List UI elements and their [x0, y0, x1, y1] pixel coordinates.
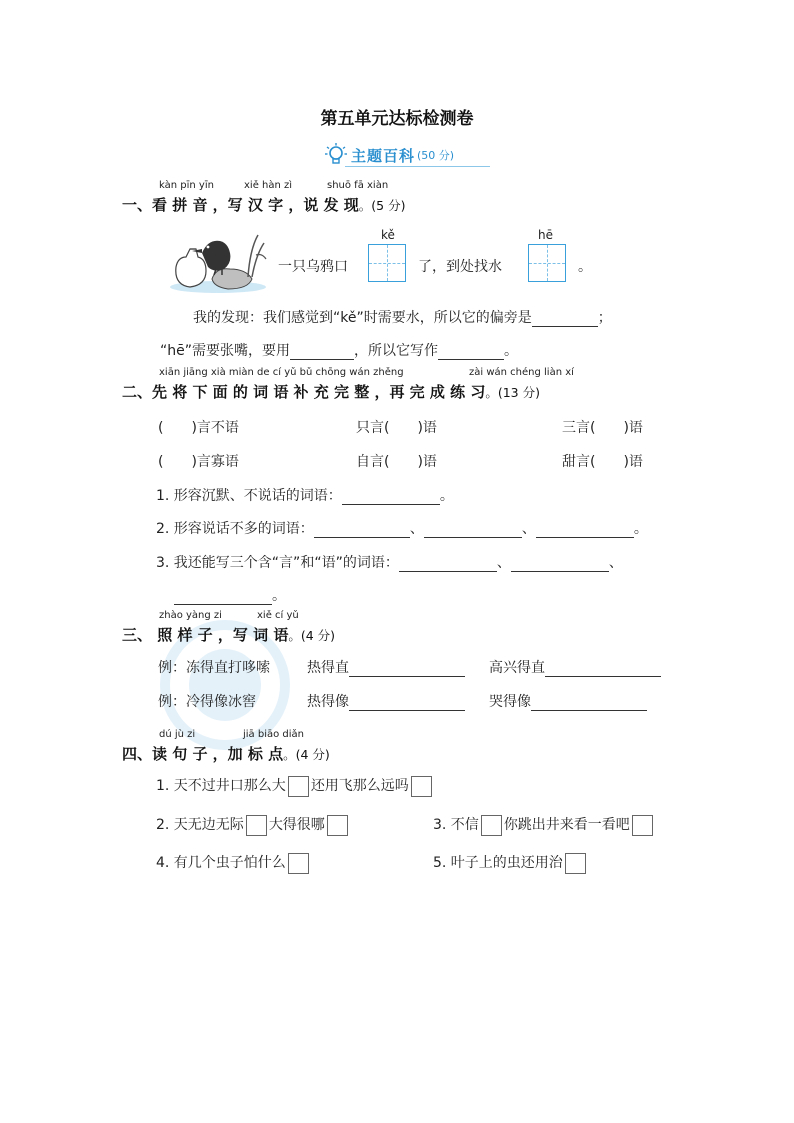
q3-blank-1[interactable]: [399, 557, 497, 572]
s2-question-3-cont: 。: [174, 585, 286, 605]
s2-question-2: 2. 形容说话不多的词语： 、 、 。: [156, 521, 648, 537]
s1-pinyin-3: shuō fā xiàn: [327, 180, 389, 191]
s1-sentence-part-1: 一只乌鸦口: [278, 259, 348, 275]
idiom-3: 三言( )语: [562, 420, 643, 436]
s3-item-3: 热得像: [307, 691, 465, 711]
s3-blank-3[interactable]: [349, 696, 465, 711]
s1-sentence-end: 。: [578, 259, 592, 275]
s3-blank-4[interactable]: [531, 696, 647, 711]
s3-item-2: 高兴得直: [489, 657, 661, 677]
punct-box-4[interactable]: [288, 853, 309, 874]
q1-blank[interactable]: [342, 490, 440, 505]
s3-example-2: 例：冷得像冰窖: [158, 694, 256, 710]
idiom-4: ( )言寡语: [158, 454, 239, 470]
badge-label: 主题百科: [351, 146, 416, 165]
page-title: 第五单元达标检测卷: [320, 109, 474, 129]
he-character-blank[interactable]: [438, 345, 504, 360]
section-2-heading: 二、先 将 下 面 的 词 语 补 充 完 整 ，再 完 成 练 习。(13 分): [122, 383, 540, 401]
q3-blank-3[interactable]: [174, 590, 272, 605]
tianzi-grid-ke[interactable]: [368, 244, 406, 282]
idiom-1: ( )言不语: [158, 420, 239, 436]
s4-sentence-2: 2. 天无边无际 大得很哪: [156, 814, 350, 836]
s2-question-3: 3. 我还能写三个含“言”和“语”的词语： 、 、: [156, 555, 623, 571]
s3-pinyin-2: xiě cí yǔ: [257, 610, 299, 621]
crow-and-bottle-illustration: [168, 229, 268, 295]
punct-box-5[interactable]: [565, 853, 586, 874]
box2-pinyin: hē: [538, 228, 553, 242]
q2-blank-2[interactable]: [424, 523, 522, 538]
tianzi-grid-he[interactable]: [528, 244, 566, 282]
idiom-2: 只言( )语: [356, 420, 437, 436]
s1-pinyin-2: xiě hàn zì: [244, 180, 293, 191]
badge-score: (50 分): [417, 149, 455, 162]
punct-box-2a[interactable]: [246, 815, 267, 836]
section-1-heading: 一、看 拼 音 ，写 汉 字 ，说 发 现。(5 分): [122, 196, 406, 214]
lightbulb-icon: [325, 143, 347, 167]
idiom-5: 自言( )语: [356, 454, 437, 470]
radical-blank[interactable]: [532, 312, 598, 327]
s1-sentence-part-2: 了，到处找水: [418, 259, 502, 275]
punct-box-3a[interactable]: [481, 815, 502, 836]
section-4-heading: 四、读 句 子 ，加 标 点。(4 分): [122, 745, 330, 763]
s2-question-1: 1. 形容沉默、不说话的词语： 。: [156, 488, 454, 504]
box1-pinyin: kě: [381, 228, 395, 242]
punct-box-2b[interactable]: [327, 815, 348, 836]
punct-box-1a[interactable]: [288, 776, 309, 797]
q2-blank-1[interactable]: [314, 523, 410, 538]
s4-sentence-5: 5. 叶子上的虫还用治: [433, 852, 588, 874]
s4-sentence-1: 1. 天不过井口那么大 还用飞那么远吗: [156, 775, 434, 797]
s3-blank-1[interactable]: [349, 662, 465, 677]
idiom-6: 甜言( )语: [562, 454, 643, 470]
s2-pinyin-2: zài wán chéng liàn xí: [469, 367, 574, 378]
s3-pinyin-1: zhào yàng zi: [159, 610, 222, 621]
s3-example-1: 例：冻得直打哆嗦: [158, 660, 270, 676]
theme-badge: [325, 143, 490, 167]
q3-blank-2[interactable]: [511, 557, 609, 572]
section-3-heading: 三、 照 样 子 ，写 词 语。(4 分): [122, 626, 336, 644]
s1-pinyin-1: kàn pīn yīn: [159, 180, 214, 191]
s1-discovery-line-1: 我的发现：我们感觉到“kě”时需要水，所以它的偏旁是 ；: [193, 310, 612, 326]
s4-sentence-4: 4. 有几个虫子怕什么: [156, 852, 311, 874]
punct-box-3b[interactable]: [632, 815, 653, 836]
q2-blank-3[interactable]: [536, 523, 634, 538]
punct-box-1b[interactable]: [411, 776, 432, 797]
s4-pinyin-2: jiā biāo diǎn: [243, 729, 305, 740]
s4-sentence-3: 3. 不信 你跳出井来看一看吧: [433, 814, 655, 836]
badge-underline: [345, 166, 490, 167]
s2-pinyin-1: xiān jiāng xià miàn de cí yǔ bǔ chōng wán zhěng: [159, 367, 404, 378]
s3-blank-2[interactable]: [545, 662, 661, 677]
s3-item-4: 哭得像: [489, 691, 647, 711]
s3-item-1: 热得直: [307, 657, 465, 677]
s4-pinyin-1: dú jù zi: [159, 729, 196, 740]
s1-discovery-line-2: “hē”需要张嘴，要用 ，所以它写作 。: [160, 343, 518, 359]
mouth-radical-blank[interactable]: [290, 345, 354, 360]
